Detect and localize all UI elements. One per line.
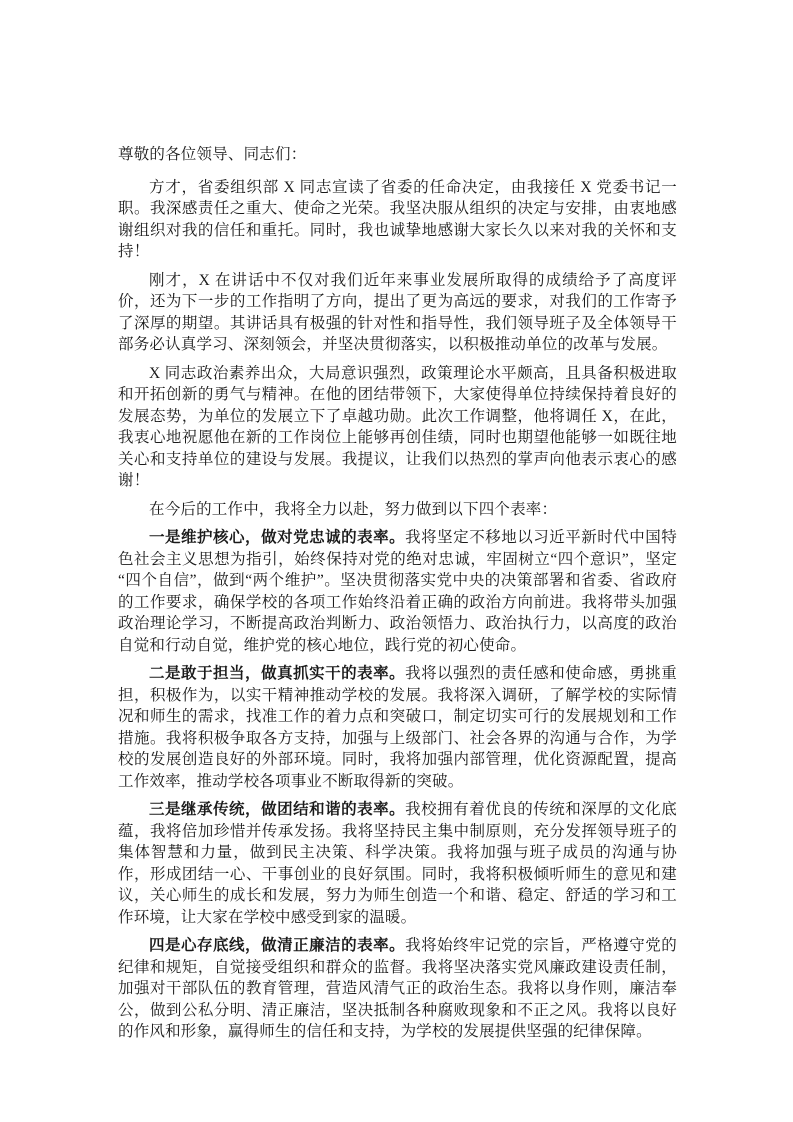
paragraph-point-three-text: 我校拥有着优良的传统和深厚的文化底蕴，我将倍加珍惜并传承发扬。我将坚持民主集中制原则，充分发挥领导班子的集体智慧和力量，做到民主决策、科学决策。我将加强与班子成员的沟通与协作，形成团结一心、干事创业的良好氛围。同时，我将积极倾听师生的意见和建议，关心师生的成长和发展，努力为师生创造一个和谐、稳定、舒适的学习和工作环境，让大家在学校中感受到家的温暖。 bbox=[118, 801, 678, 926]
paragraph-point-four-heading: 四是心存底线，做清正廉洁的表率。 bbox=[149, 937, 406, 954]
paragraph-point-two-heading: 二是敢于担当，做真抓实干的表率。 bbox=[149, 665, 406, 682]
paragraph-opening bbox=[118, 177, 677, 263]
paragraph-pledge-intro bbox=[118, 499, 677, 521]
paragraph-speech-review-text: 刚才，X 在讲话中不仅对我们近年来事业发展所取得的成绩给予了高度评价，还为下一步的工作指明了方向，提出了更为高远的要求，对我们的工作寄予了深厚的期望。其讲话具有极强的针对性和指导性，我们领导班子及全体领导干部务必认真学习、深刻领会，并坚决贯彻落实，以积极推动单位的改革与发展。 bbox=[118, 271, 677, 353]
paragraph-predecessor-tribute bbox=[118, 363, 677, 492]
paragraph-point-one-heading: 一是维护核心，做对党忠诚的表率。 bbox=[149, 529, 406, 546]
paragraph-opening-text: 方才，省委组织部 X 同志宣读了省委的任命决定，由我接任 X 党委书记一职。我深感责任之重大、使命之光荣。我坚决服从组织的决定与安排，由衷地感谢组织对我的信任和重托。同时，我也诚挚地感谢大家长久以来对我的关怀和支持！ bbox=[118, 178, 677, 260]
paragraph-pledge-intro-text: 在今后的工作中，我将全力以赴，努力做到以下四个表率： bbox=[149, 500, 558, 518]
paragraph-point-two-text: 我将以强烈的责任感和使命感，勇挑重担，积极作为，以实干精神推动学校的发展。我将深入调研，了解学校的实际情况和师生的需求，找准工作的着力点和突破口，制定切实可行的发展规划和工作措施。我将积极争取各方支持，加强与上级部门、社会各界的沟通与合作，为学校的发展创造良好的外部环境。同时，我将加强内部管理，优化资源配置，提高工作效率，推动学校各项事业不断取得新的突破。 bbox=[118, 665, 678, 790]
paragraph-predecessor-tribute-text: X 同志政治素养出众，大局意识强烈，政策理论水平颇高，且具备积极进取和开拓创新的勇气与精神。在他的团结带领下，大家使得单位持续保持着良好的发展态势，为单位的发展立下了卓越功勋。此次工作调整，他将调任 X，在此，我衷心地祝愿他在新的工作岗位上能够再创佳绩，同时也期望他能够一如既往地关心和支持单位的建设与发展。我提议，让我们以热烈的掌声向他表示衷心的感谢！ bbox=[118, 364, 677, 489]
paragraph-speech-review bbox=[118, 270, 677, 356]
paragraph-point-three bbox=[118, 799, 677, 928]
paragraph-point-four bbox=[118, 935, 677, 1043]
paragraph-point-two bbox=[118, 663, 677, 792]
salutation-line: 尊敬的各位领导、同志们： bbox=[118, 146, 307, 163]
paragraph-point-one bbox=[118, 527, 677, 656]
paragraph-point-three-heading: 三是继承传统，做团结和谐的表率。 bbox=[149, 801, 406, 818]
paragraph-point-four-text: 我将始终牢记党的宗旨，严格遵守党的纪律和规矩，自觉接受组织和群众的监督。我将坚决落实党风廉政建设责任制，加强对干部队伍的教育管理，营造风清气正的政治生态。我将以身作则，廉洁奉公，做到公私分明、清正廉洁，坚决抵制各种腐败现象和不正之风。我将以良好的作风和形象，赢得师生的信任和支持，为学校的发展提供坚强的纪律保障。 bbox=[118, 937, 678, 1040]
paragraph-point-one-text: 我将坚定不移地以习近平新时代中国特色社会主义思想为指引，始终保持对党的绝对忠诚，牢固树立“四个意识”，坚定“四个自信”，做到“两个维护”。坚决贯彻落实党中央的决策部署和省委、省政府的工作要求，确保学校的各项工作始终沿着正确的政治方向前进。我将带头加强政治理论学习，不断提高政治判断力、政治领悟力、政治执行力，以高度的政治自觉和行动自觉，维护党的核心地位，践行党的初心使命。 bbox=[118, 529, 678, 654]
